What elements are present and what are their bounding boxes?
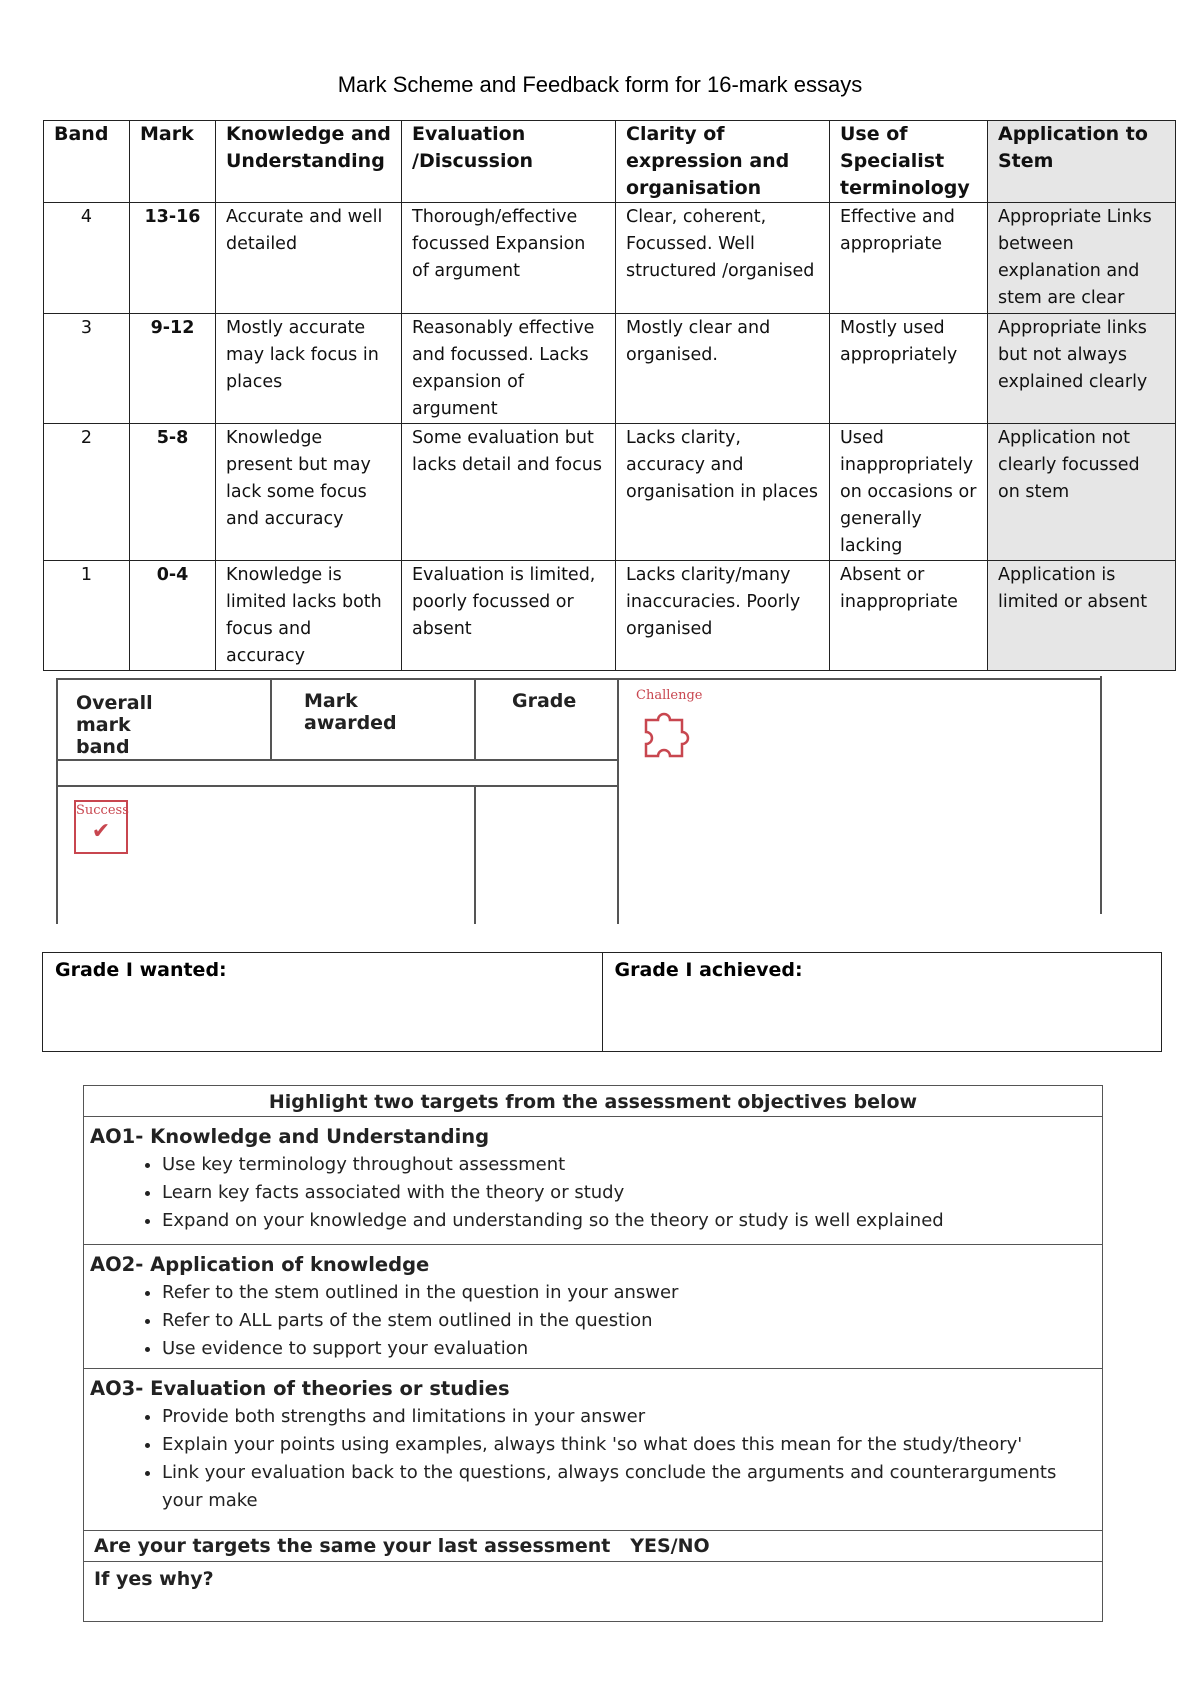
evaluation-cell: Reasonably effective and focussed. Lacks expansion of argument <box>402 314 616 424</box>
clarity-cell: Mostly clear and organised. <box>616 314 830 424</box>
mark-cell: 0-4 <box>130 561 216 671</box>
ao2-section <box>84 1245 1102 1369</box>
success-stamp-text: Success <box>76 803 129 818</box>
targets-header: Highlight two targets from the assessment objectives below <box>84 1086 1102 1117</box>
grade-box <box>42 952 1162 1052</box>
puzzle-icon <box>632 706 712 760</box>
list-item: • Expand on your knowledge and understanding so the theory or study is well explained <box>162 1207 1102 1235</box>
clarity-cell: Clear, coherent, Focussed. Well structured /organised <box>616 203 830 314</box>
stem-cell: Appropriate links but not always explained clearly <box>988 314 1176 424</box>
evaluation-cell: Some evaluation but lacks detail and focus <box>402 424 616 561</box>
stem-cell: Application not clearly focussed on stem <box>988 424 1176 561</box>
list-item: • Refer to the stem outlined in the question in your answer <box>162 1279 1102 1307</box>
knowledge-cell: Mostly accurate may lack focus in places <box>216 314 402 424</box>
list-item: • Explain your points using examples, always think 'so what does this mean for the study/theory' <box>162 1431 1102 1459</box>
targets-box <box>83 1085 1103 1622</box>
list-item: • Link your evaluation back to the questions, always conclude the arguments and counterarguments your make <box>162 1459 1102 1515</box>
terminology-cell: Effective and appropriate <box>830 203 988 314</box>
terminology-cell: Absent or inappropriate <box>830 561 988 671</box>
list-item: • Learn key facts associated with the theory or study <box>162 1179 1102 1207</box>
knowledge-cell: Knowledge is limited lacks both focus and accuracy <box>216 561 402 671</box>
mark-awarded-label: Mark awarded <box>304 690 397 734</box>
challenge-stamp-text: Challenge <box>636 688 703 703</box>
stem-cell: Appropriate Links between explanation and stem are clear <box>988 203 1176 314</box>
table-row <box>44 424 1176 561</box>
header-stem: Application to Stem <box>988 121 1176 203</box>
why-question[interactable]: If yes why? <box>94 1568 214 1590</box>
band-cell: 4 <box>44 203 130 314</box>
knowledge-cell: Accurate and well detailed <box>216 203 402 314</box>
knowledge-cell: Knowledge present but may lack some focus and accuracy <box>216 424 402 561</box>
terminology-cell: Mostly used appropriately <box>830 314 988 424</box>
grade-achieved-field[interactable]: Grade I achieved: <box>602 953 1162 1051</box>
band-cell: 3 <box>44 314 130 424</box>
band-cell: 2 <box>44 424 130 561</box>
table-row <box>44 203 1176 314</box>
success-stamp-icon: Success ✔ <box>74 800 128 854</box>
mark-cell: 5-8 <box>130 424 216 561</box>
header-terminology: Use of Specialist terminology <box>830 121 988 203</box>
ao1-section <box>84 1117 1102 1245</box>
terminology-cell: Used inappropriately on occasions or generally lacking <box>830 424 988 561</box>
header-knowledge: Knowledge and Understanding <box>216 121 402 203</box>
mark-scheme-table <box>43 120 1176 671</box>
page-title: Mark Scheme and Feedback form for 16-mark essays <box>337 72 863 97</box>
grade-label: Grade <box>512 690 577 712</box>
mark-cell: 9-12 <box>130 314 216 424</box>
list-item: • Use key terminology throughout assessment <box>162 1151 1102 1179</box>
header-evaluation: Evaluation /Discussion <box>402 121 616 203</box>
list-item: • Refer to ALL parts of the stem outlined in the question <box>162 1307 1102 1335</box>
table-row <box>44 314 1176 424</box>
evaluation-cell: Thorough/effective focussed Expansion of argument <box>402 203 616 314</box>
list-item: • Use evidence to support your evaluation <box>162 1335 1102 1363</box>
band-cell: 1 <box>44 561 130 671</box>
ao2-title: AO2- Application of knowledge <box>90 1253 430 1276</box>
table-header-row <box>44 121 1176 203</box>
header-mark: Mark <box>130 121 216 203</box>
clarity-cell: Lacks clarity/many inaccuracies. Poorly organised <box>616 561 830 671</box>
header-clarity: Clarity of expression and organisation <box>616 121 830 203</box>
list-item: • Provide both strengths and limitations in your answer <box>162 1403 1102 1431</box>
ao3-title: AO3- Evaluation of theories or studies <box>90 1377 510 1400</box>
table-row <box>44 561 1176 671</box>
same-targets-question[interactable]: Are your targets the same your last assessment YES/NO <box>84 1531 1102 1562</box>
stem-cell: Application is limited or absent <box>988 561 1176 671</box>
overall-mark-band-label: Overall mark band <box>76 692 153 758</box>
grade-wanted-field[interactable]: Grade I wanted: <box>55 959 227 981</box>
evaluation-cell: Evaluation is limited, poorly focussed or absent <box>402 561 616 671</box>
clarity-cell: Lacks clarity, accuracy and organisation in places <box>616 424 830 561</box>
ao1-title: AO1- Knowledge and Understanding <box>90 1125 490 1148</box>
mark-cell: 13-16 <box>130 203 216 314</box>
ao3-section <box>84 1369 1102 1531</box>
header-band: Band <box>44 121 130 203</box>
